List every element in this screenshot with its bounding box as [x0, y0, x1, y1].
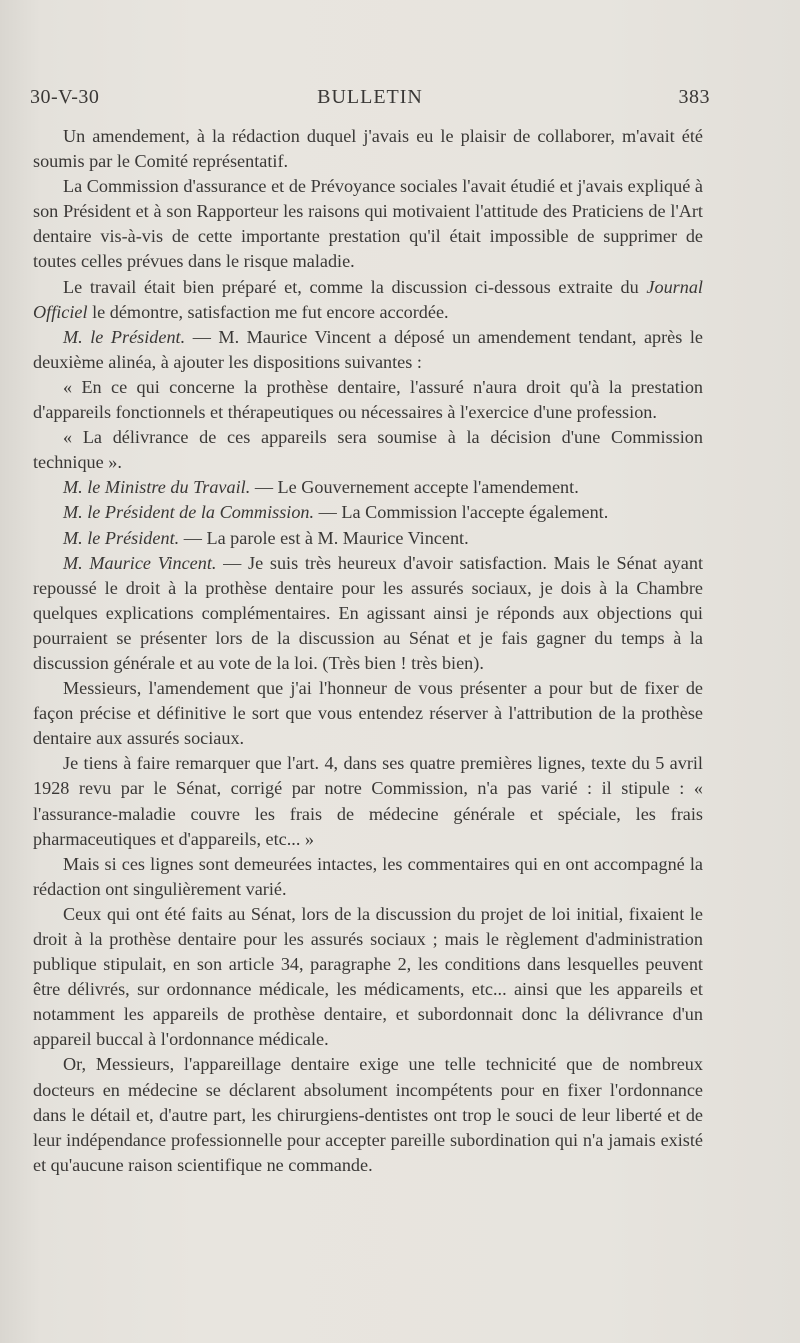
paragraph-text: Mais si ces lignes sont demeurées intactes, les commentaires qui en ont accompagné la rédaction ont singulièrement varié. — [33, 853, 703, 899]
paragraph-text: Or, Messieurs, l'appareillage dentaire exige une telle technicité que de nombreux docteurs en médecine se déclarent absolument incompétents pour en fixer l'ordonnance dans le détail et, d'autre part, les chirurgiens-dentistes ont trop le souci de leur liberté et de leur indépendance professionnelle pour accepter pareille subordination qui n'a jamais existé et qu'aucune raison scientifique ne commande. — [33, 1054, 703, 1175]
paragraph — [33, 275, 703, 325]
header-date: 30-V-30 — [30, 86, 100, 108]
paragraph-text: Le travail était bien préparé et, comme la discussion ci-dessous extraite du — [63, 276, 647, 297]
paragraph — [33, 1052, 703, 1177]
paragraph — [33, 751, 703, 851]
paragraph-text: Je tiens à faire remarquer que l'art. 4, dans ses quatre premières lignes, texte du 5 avril 1928 revu par le Sénat, corrigé par notre Commission, n'a pas varié : il stipule : « l'assurance-maladie couvre les frais de médecine générale et spéciale, les frais pharmaceutiques et d'appareils, etc... » — [33, 753, 703, 849]
paragraph — [33, 676, 703, 751]
paragraph-text: le démontre, satisfaction me fut encore accordée. — [87, 301, 449, 322]
paragraph-text: Messieurs, l'amendement que j'ai l'honneur de vous présenter a pour but de fixer de façon précise et définitive le sort que vous entendez réserver à l'attribution de la prothèse dentaire aux assurés sociaux. — [33, 678, 703, 749]
paragraph-text: La Commission d'assurance et de Prévoyance sociales l'avait étudié et j'avais expliqué à son Président et à son Rapporteur les raisons qui motivaient l'attitude des Praticiens de l'Art dentaire vis-à-vis de cette importante prestation qu'il était impossible de supprimer de toutes celles prévues dans le risque maladie. — [33, 176, 703, 272]
paragraph-text: — Je suis très heureux d'avoir satisfaction. Mais le Sénat ayant repoussé le droit à la prothèse dentaire pour les assurés sociaux, je dois à la Chambre quelques explications complémentaires. En agissant ainsi je réponds aux objections qui pourraient se présenter lors de la discussion au Sénat et je fais gagner du temps à la discussion générale et au vote de la loi. (Très bien ! très bien). — [33, 552, 703, 673]
paragraph — [33, 551, 703, 676]
article-body — [33, 124, 703, 1178]
paragraph — [33, 852, 703, 902]
paragraph-text: — La parole est à M. Maurice Vincent. — [179, 527, 469, 548]
paragraph-text: « En ce qui concerne la prothèse dentaire, l'assuré n'aura droit qu'à la prestation d'appareils fonctionnels et thérapeutiques ou nécessaires à l'exercice d'une profession. — [33, 376, 703, 423]
paragraph-text: Un amendement, à la rédaction duquel j'avais eu le plaisir de collaborer, m'avait été soumis par le Comité représentatif. — [33, 126, 703, 172]
paragraph — [33, 174, 703, 274]
paragraph — [33, 325, 703, 375]
speaker-label: Journal Officiel — [33, 276, 703, 322]
paragraph-text: — La Commission l'accepte également. — [314, 502, 609, 523]
speaker-label: M. le Président de la Commission. — [63, 502, 315, 523]
paragraph-text: « La délivrance de ces appareils sera soumise à la décision d'une Commission technique ». — [33, 427, 703, 473]
paragraph — [33, 124, 703, 174]
paragraph — [33, 902, 703, 1053]
paragraph-text: — Le Gouvernement accepte l'amendement. — [250, 477, 579, 498]
paragraph — [33, 475, 703, 500]
speaker-label: M. le Président. — [63, 527, 180, 548]
page-number: 383 — [678, 86, 710, 108]
speaker-label: M. le Président. — [63, 326, 186, 347]
speaker-label: M. le Ministre du Travail. — [63, 477, 251, 498]
paragraph — [33, 425, 703, 475]
paragraph — [33, 375, 703, 425]
running-header — [30, 86, 710, 116]
paragraph-text: Ceux qui ont été faits au Sénat, lors de la discussion du projet de loi initial, fixaient le droit à la prothèse dentaire pour les assurés sociaux ; mais le règlement d'administration publique stipulait, en son article 34, paragraphe 2, les conditions dans lesquelles peuvent être délivrés, sur ordonnance médicale, les médicaments, etc... ainsi que les appareils et notamment les appareils de prothèse dentaire, et subordonnait donc la délivrance d'un appareil buccal à l'ordonnance médicale. — [33, 903, 703, 1050]
paragraph-text: — M. Maurice Vincent a déposé un amendement tendant, après le deuxième alinéa, à ajouter les dispositions suivantes : — [33, 326, 703, 372]
paragraph — [33, 526, 703, 551]
paragraph — [33, 500, 703, 525]
speaker-label: M. Maurice Vincent. — [63, 552, 217, 573]
header-title: BULLETIN — [317, 86, 423, 108]
